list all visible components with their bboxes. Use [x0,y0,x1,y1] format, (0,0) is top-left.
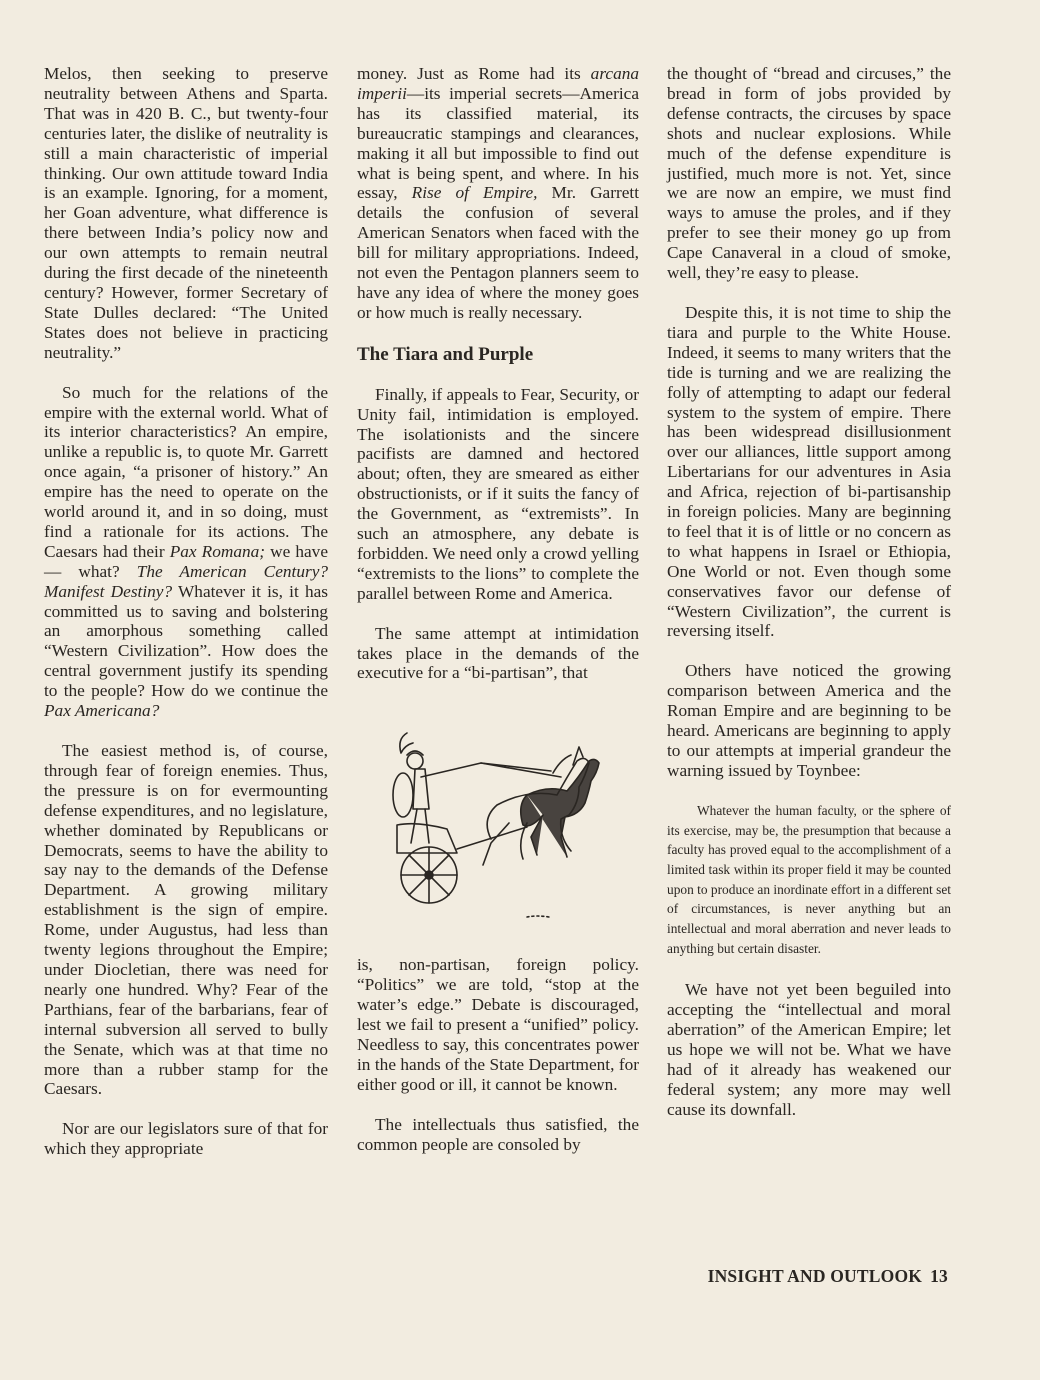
italic-term: Pax Americana? [44,701,160,721]
roman-chariot-illustration [377,725,617,925]
column-middle [357,64,639,1155]
block-quote [667,801,951,959]
publication-title: INSIGHT AND OUTLOOK [707,1266,923,1286]
paragraph: money. Just as Rome had its arcana imperii—its imperial secrets—America has its classified material, its bureaucratic stampings and clearances, making it all but impossible to find out what is being spent, and where. In his essay, Rise of Empire, Mr. Garrett details the confusion of several American Senators when faced with the bill for military appropriations. Indeed, not even the Pentagon planners seem to have any idea of where the money goes or how much is really necessary. [357,64,639,322]
column-left [44,64,328,1159]
paragraph: So much for the relations of the empire with the external world. What of its interior characteristics? An empire, unlike a republic is, to quote Mr. Garrett once again, “a prisoner of history.” An empire has the need to operate on the world around it, and in so doing, must find a rationale for its actions. The Caesars had their Pax Romana; we have — what? The American Century? Manifest Destiny? Whatever it is, it has committed us to saving and bolstering an amorphous something called “Western Civilization”. How does the central government justify its spending to the people? How do we continue the Pax Americana? [44,382,328,721]
italic-term: Pax Romana; [169,541,266,561]
paragraph: The easiest method is, of course, through fear of foreign enemies. Thus, the pressure is on for evermounting defense expenditures, and no legislature, whether dominated by Republicans or Democrats, seems to have the ability to say nay to the demands of the Defense Department. A growing military establishment is the sign of empire. Rome, under Augustus, had less than twenty legions throughout the Empire; under Diocletian, there was need for nearly one hundred. Why? Fear of the Parthians, fear of the barbarians, fear of internal subversion all served to bully the Senate, which was at that time no more than a rubber stamp for the Caesars. [44,741,328,1099]
paragraph: is, non-partisan, foreign policy. “Politics” we are told, “stop at the water’s edge.” Debate is discouraged, lest we fail to present a “unified” policy. Needless to say, this concentrates power in the hands of the State Department, for either good or ill, it cannot be known. [357,955,639,1094]
page-footer [663,1266,948,1287]
paragraph: Despite this, it is not time to ship the tiara and purple to the White House. Indeed, it seems to many writers that the tide is turning and we are realizing the folly of attempting to adapt our federal system to the system of empire. There has been widespread disillusionment over our alliances, little support among Libertarians for our adventures in Asia and Africa, rejection of bi-partisanship in foreign policies. Many are beginning to feel that it is of little or no concern as to what happens in Israel or Ethiopia, One World or not. Even though some conservatives favor our defense of “Western Civilization”, the current is reversing itself. [667,302,951,641]
paragraph: the thought of “bread and circuses,” the bread in form of jobs provided by defense contracts, the circuses by space shots and nuclear explosions. While much of the defense expenditure is justified, much more is not. Yet, since we are now an empire, we must find ways to amuse the proles, and if they prefer to see their money go up from Cape Canaveral in a cloud of smoke, well, they’re easy to please. [667,64,951,283]
paragraph: Others have noticed the growing comparison between America and the Roman Empire and are beginning to be heard. Americans are beginning to apply to our attempts at imperial grandeur the warning issued by Toynbee: [667,661,951,780]
italic-term: arcana imperii [357,64,639,103]
italic-term: The American Century? Manifest Destiny? [44,561,328,601]
column-right [667,64,951,1120]
paragraph: Finally, if appeals to Fear, Security, or Unity fail, intimidation is employed. The isolationists and the sincere pacifists are damned and hectored about; often, they are smeared as either obstructionists, or if it suits the fancy of the Government, as “extremists”. In such an atmosphere, any debate is forbidden. We need only a crowd yelling “extremists to the lions” to complete the parallel between Rome and America. [357,384,639,603]
paragraph: The intellectuals thus satisfied, the common people are consoled by [357,1114,639,1154]
italic-title: Rise of Empire, [411,183,538,203]
section-heading: The Tiara and Purple [357,343,534,365]
quote-text: Whatever the human faculty, or the sphere of its exercise, may be, the presumption that because a faculty has proved equal to the accomplishment of a limited task within its proper field it may be counted upon to produce an inordinate effort in a different set of circumstances, is never anything but an intellectual and moral aberration and never leads to anything but certain disaster. [667,802,951,956]
paragraph: The same attempt at intimidation takes place in the demands of the executive for a “bi-partisan”, that [357,623,639,683]
page-number: 13 [930,1266,948,1286]
paragraph: Melos, then seeking to preserve neutrality between Athens and Sparta. That was in 420 B. C., but twenty-four centuries later, the dislike of neutrality is still a main characteristic of imperial thinking. Our own attitude toward India is an example. Ignoring, for a moment, her Goan adventure, what difference is there between India’s policy now and our own attempts to remain neutral during the first decade of the nineteenth century? However, former Secretary of State Dulles declared: “The United States does not believe in practicing neutrality.” [44,64,328,362]
paragraph: We have not yet been beguiled into accepting the “intellectual and moral aberration” of the American Empire; let us hope we will not be. What we have had of it already has weakened our federal system; any more may well cause its downfall. [667,980,951,1119]
paragraph: Nor are our legislators sure of that for which they appropriate [44,1119,328,1159]
